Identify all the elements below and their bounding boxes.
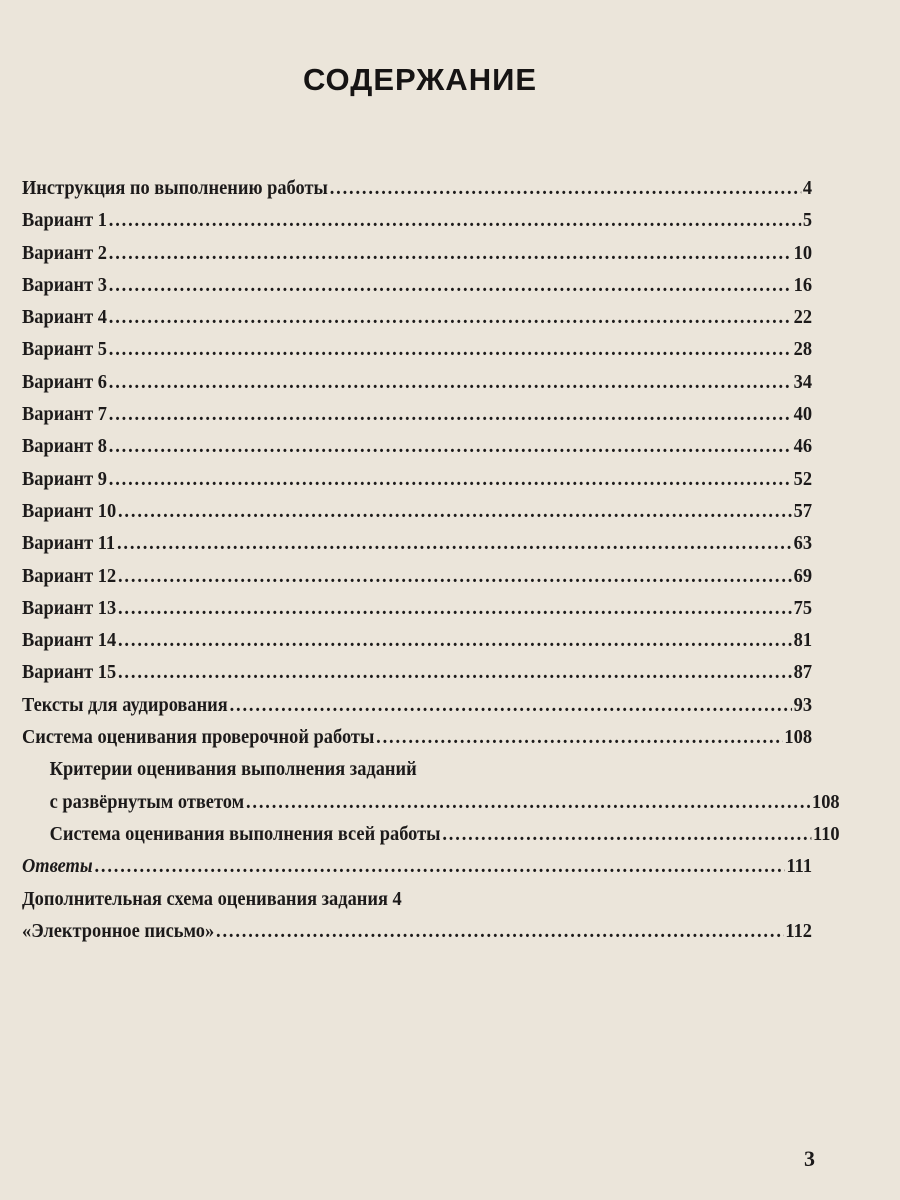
toc-entry (22, 333, 812, 365)
dot-leader (118, 624, 792, 656)
toc-entry (22, 786, 840, 818)
dot-leader (246, 786, 810, 818)
toc-entry-label: Вариант 7 (22, 403, 107, 426)
dot-leader (109, 366, 792, 398)
dot-leader (330, 172, 801, 204)
toc-entry-label: Вариант 9 (22, 467, 107, 490)
toc-entry-label: Критерии оценивания выполнения заданий (49, 758, 417, 781)
toc-entry-page: 108 (784, 726, 813, 749)
toc-entry-label: Вариант 4 (22, 306, 107, 329)
dot-leader (118, 656, 792, 688)
dot-leader (109, 269, 792, 301)
toc-entry (22, 269, 812, 301)
toc-entry (22, 624, 812, 656)
toc-entry-label: Система оценивания проверочной работы (22, 726, 375, 749)
toc-entry (22, 430, 812, 462)
toc-entry-page: 110 (813, 822, 840, 845)
toc-entry (22, 689, 812, 721)
toc-entry (22, 818, 840, 850)
toc-entry (22, 204, 812, 236)
toc-entry-page: 4 (802, 177, 813, 199)
page-title: СОДЕРЖАНИЕ (302, 62, 538, 97)
toc-entry-page: 69 (793, 564, 813, 587)
toc-entry (22, 883, 812, 915)
toc-entry (22, 721, 812, 753)
toc-entry-page: 111 (786, 855, 813, 878)
dot-leader (109, 398, 792, 430)
dot-leader (109, 237, 792, 269)
dot-leader (118, 592, 792, 624)
toc-entry-label: Дополнительная схема оценивания задания 4 (22, 887, 402, 910)
toc-entry (22, 237, 812, 269)
toc-entry-label: Тексты для аудирования (22, 693, 228, 716)
dot-leader (118, 495, 792, 527)
toc-entry-label: Система оценивания выполнения всей работы (49, 822, 441, 845)
toc-entry-label: Инструкция по выполнению работы (22, 177, 328, 199)
toc-entry-label: Вариант 15 (22, 661, 117, 684)
toc-entry-page: 46 (793, 435, 813, 458)
toc-entry-page: 10 (793, 241, 813, 264)
toc-entry (22, 366, 812, 398)
toc-entry-label: Вариант 3 (22, 273, 107, 296)
toc-entry-label: Вариант 6 (22, 370, 107, 393)
dot-leader (109, 463, 792, 495)
dot-leader (216, 915, 784, 947)
toc-entry-label: Вариант 5 (22, 338, 107, 361)
toc-entry-page: 40 (793, 403, 813, 426)
toc-entry (22, 527, 812, 559)
toc-entry-page: 34 (793, 370, 813, 393)
table-of-contents (22, 172, 840, 947)
toc-entry-page: 81 (793, 629, 813, 652)
dot-leader (94, 850, 784, 882)
dot-leader (376, 721, 782, 753)
toc-entry-label: Ответы (22, 855, 93, 878)
toc-entry (22, 463, 812, 495)
toc-entry-page: 5 (802, 209, 813, 232)
toc-entry-page: 52 (793, 467, 813, 490)
page-number: 3 (804, 1146, 815, 1171)
toc-entry-page: 22 (793, 306, 813, 329)
dot-leader (230, 689, 792, 721)
toc-entry (22, 398, 812, 430)
toc-entry-label: Вариант 12 (22, 564, 117, 587)
toc-entry-page: 57 (793, 499, 813, 522)
toc-entry-label: «Электронное письмо» (22, 919, 215, 942)
toc-entry-label: Вариант 2 (22, 241, 107, 264)
toc-entry (22, 560, 812, 592)
dot-leader (109, 430, 792, 462)
dot-leader (109, 204, 801, 236)
dot-leader (109, 333, 792, 365)
toc-entry (22, 915, 812, 947)
dot-leader (109, 301, 792, 333)
toc-entry-label: Вариант 13 (22, 596, 117, 619)
toc-entry-page: 93 (793, 693, 813, 716)
dot-leader (117, 527, 792, 559)
toc-entry-page: 28 (793, 338, 813, 361)
toc-entry-label: Вариант 1 (22, 209, 107, 232)
toc-entry-label: Вариант 14 (22, 629, 117, 652)
toc-entry (22, 850, 812, 882)
toc-entry-page: 75 (793, 596, 813, 619)
toc-entry-page: 112 (785, 919, 813, 942)
toc-entry-label: с развёрнутым ответом (49, 790, 245, 813)
toc-entry (22, 172, 812, 204)
toc-entry (22, 495, 812, 527)
toc-entry (22, 753, 840, 785)
toc-entry-page: 108 (812, 790, 840, 813)
toc-entry-label: Вариант 11 (22, 532, 116, 555)
toc-entry-page: 63 (793, 532, 813, 555)
dot-leader (442, 818, 811, 850)
toc-entry-page: 87 (793, 661, 813, 684)
toc-entry-label: Вариант 8 (22, 435, 107, 458)
toc-entry-label: Вариант 10 (22, 499, 117, 522)
dot-leader (118, 560, 792, 592)
toc-entry (22, 656, 812, 688)
toc-entry-page: 16 (793, 273, 813, 296)
toc-entry (22, 301, 812, 333)
toc-entry (22, 592, 812, 624)
